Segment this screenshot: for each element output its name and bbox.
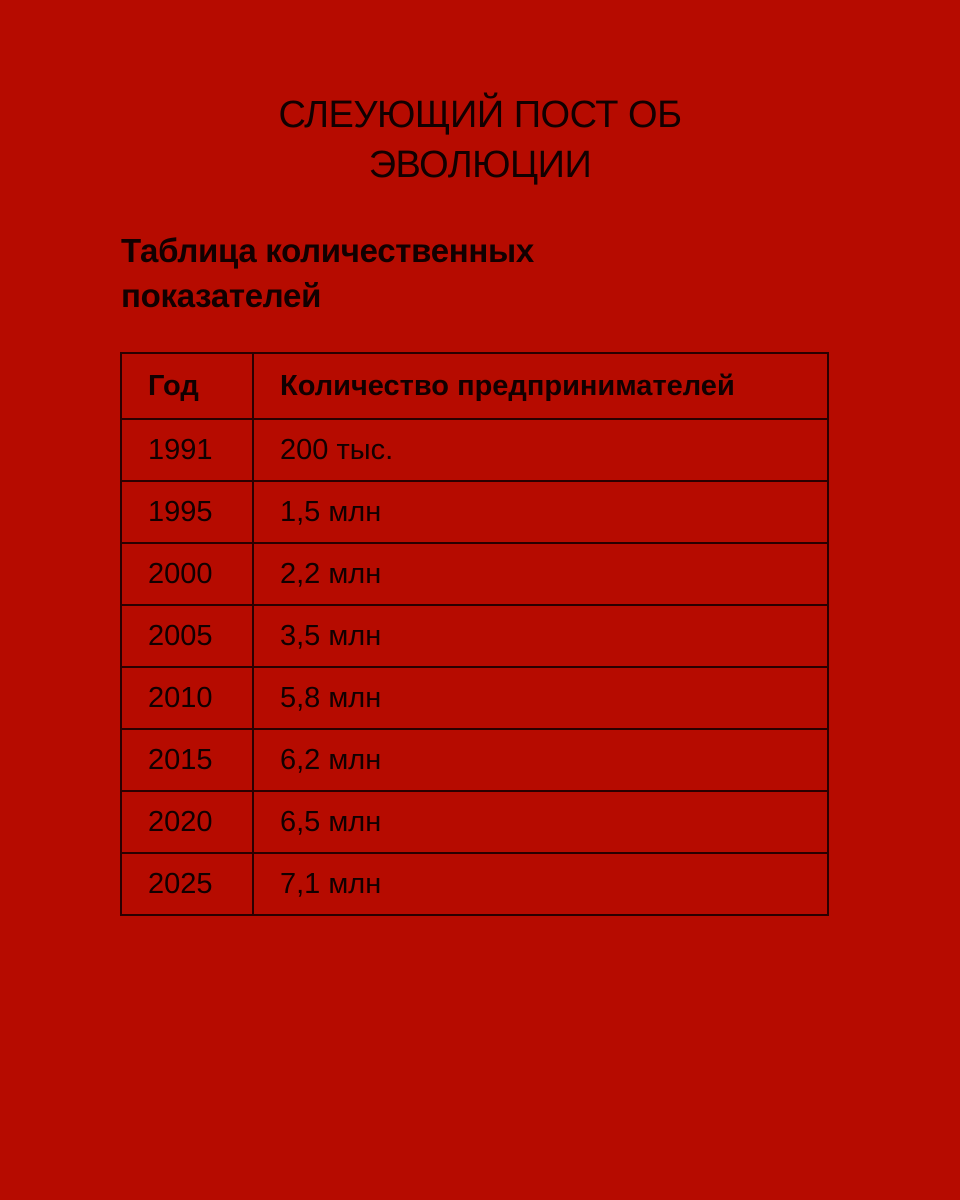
entrepreneurs-table	[120, 352, 829, 916]
cell-year: 1995	[121, 481, 253, 543]
cell-count: 6,5 млн	[253, 791, 828, 853]
table-header-row	[121, 353, 828, 419]
cell-count: 7,1 млн	[253, 853, 828, 915]
cell-count: 200 тыс.	[253, 419, 828, 481]
table-row	[121, 543, 828, 605]
cell-count: 3,5 млн	[253, 605, 828, 667]
table-title	[121, 228, 841, 318]
table-row	[121, 791, 828, 853]
cell-count: 5,8 млн	[253, 667, 828, 729]
headline-line-2: ЭВОЛЮЦИИ	[368, 144, 592, 186]
cell-year: 2020	[121, 791, 253, 853]
table-row	[121, 605, 828, 667]
cell-count: 1,5 млн	[253, 481, 828, 543]
table-row	[121, 419, 828, 481]
header-year: Год	[121, 353, 253, 419]
table-title-line-2: показателей	[121, 277, 322, 314]
cell-year: 2010	[121, 667, 253, 729]
headline-line-1: СЛЕУЮЩИЙ ПОСТ ОБ	[278, 94, 682, 136]
cell-year: 2015	[121, 729, 253, 791]
cell-year: 1991	[121, 419, 253, 481]
table-row	[121, 481, 828, 543]
cell-count: 6,2 млн	[253, 729, 828, 791]
table-title-line-1: Таблица количественных	[121, 232, 534, 269]
header-count: Количество предпринимателей	[253, 353, 828, 419]
table-row	[121, 667, 828, 729]
cell-year: 2005	[121, 605, 253, 667]
table-row	[121, 729, 828, 791]
table-row	[121, 853, 828, 915]
post-headline	[0, 90, 960, 190]
cell-count: 2,2 млн	[253, 543, 828, 605]
cell-year: 2000	[121, 543, 253, 605]
cell-year: 2025	[121, 853, 253, 915]
